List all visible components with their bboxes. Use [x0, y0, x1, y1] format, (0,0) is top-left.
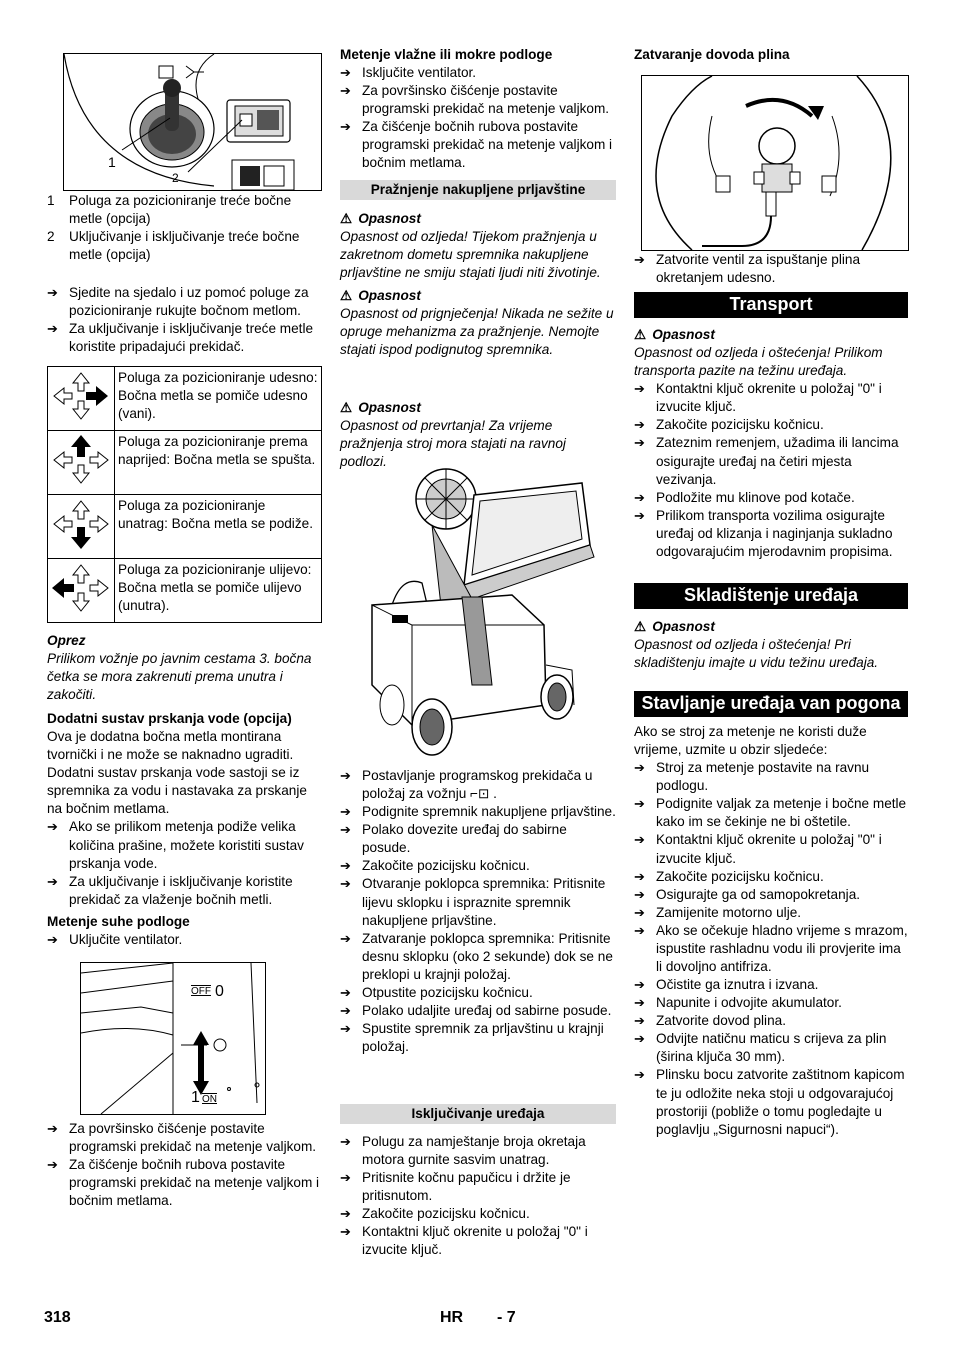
step: ➔ Pritisnite kočnu papučicu i držite je pritisnutom.	[340, 1169, 616, 1205]
switch-0-label: 0	[215, 983, 224, 1000]
step: ➔ Ako se očekuje hladno vrijeme s mrazom, ispustite rashladnu vodu ili provjerite ima li dovoljno antifriza.	[634, 922, 908, 976]
dry-sweep-section	[47, 913, 322, 949]
gas-close-step	[634, 251, 908, 287]
danger-text: Opasnost od ozljeda i oštećenja! Prilikom transporta pazite na težinu uređaja.	[634, 345, 883, 379]
joystick-figure	[63, 53, 322, 191]
step: ➔ Kontaktni ključ okrenite u položaj "0" i izvucite ključ.	[634, 831, 908, 867]
legend-item: 1 Poluga za pozicioniranje treće bočne metle (opcija)	[47, 193, 292, 227]
table-row	[48, 431, 322, 495]
sweeper-emptying-figure	[362, 465, 607, 765]
step: ➔ Za uključivanje i isključivanje koristite prekidač za vlaženje bočnih metli.	[47, 873, 322, 909]
figure-label-2: 2	[172, 171, 179, 185]
danger-text: Opasnost od prignječenja! Nikada ne sežite u opruge mehanizma za pražnjenje. Nemojte stajati ispod podignutog spremnika.	[340, 306, 614, 358]
step: ➔ Zakočite pozicijsku kočnicu.	[634, 868, 908, 886]
page-number: 318	[44, 1309, 71, 1326]
section-title: Metenje vlažne ili mokre podloge	[340, 47, 553, 62]
danger-title: Opasnost	[358, 211, 421, 226]
table-cell: Poluga za pozicioniranje ulijevo: Bočna metla se pomiče ulijevo (unutra).	[115, 559, 322, 623]
step: ➔ Sjedite na sjedalo i uz pomoć poluge za pozicioniranje rukujte bočnom metlom.	[47, 284, 322, 320]
warning-icon: ⚠	[634, 619, 647, 634]
shutdown-heading: Isključivanje uređaja	[340, 1104, 616, 1124]
step: ➔ Zakočite pozicijsku kočnicu.	[634, 416, 908, 434]
step: ➔ Polako dovezite uređaj do sabirne posude.	[340, 821, 616, 857]
storage-heading: Skladištenje uređaja	[634, 583, 908, 609]
figure-label-1: 1	[108, 154, 116, 170]
step: ➔ Kontaktni ključ okrenite u položaj "0" i izvucite ključ.	[340, 1223, 616, 1259]
danger-block-2	[340, 287, 616, 359]
danger-title: Opasnost	[652, 327, 715, 342]
section-title: Dodatni sustav prskanja vode (opcija)	[47, 711, 292, 726]
danger-block-3	[340, 399, 616, 471]
step: ➔ Odvijte natičnu maticu s crijeva za plin (širina ključa 30 mm).	[634, 1030, 908, 1066]
switch-on-label: ON	[202, 1094, 217, 1105]
step: ➔ Za uključivanje i isključivanje treće metle koristite pripadajući prekidač.	[47, 320, 322, 356]
table-cell: Poluga za pozicioniranje prema naprijed: Bočna metla se spušta.	[115, 431, 322, 495]
lever-right-icon	[48, 367, 115, 431]
step: ➔ Za površinsko čišćenje postavite programski prekidač na metenje valjkom.	[340, 82, 616, 118]
language-code: HR	[440, 1309, 464, 1326]
water-spray-section	[47, 710, 322, 909]
legend-item: 2 Uključivanje i isključivanje treće bočne metle (opcija)	[47, 229, 300, 263]
step: ➔ Za površinsko čišćenje postavite programski prekidač na metenje valjkom.	[47, 1120, 322, 1156]
step: ➔ Zateznim remenjem, užadima ili lancima osigurajte uređaj na četiri mjesta vezivanja.	[634, 434, 908, 488]
section-text: Ova je dodatna bočna metla montirana tvornički i ne može se naknadno ugraditi. Dodatni sustav prskanja vode sastoji se iz spremnika za vodu i nastavaka za prskanje na bočnim metlama.	[47, 729, 307, 817]
operation-steps	[47, 284, 322, 356]
step: ➔ Podignite spremnik nakupljene prljavštine.	[340, 803, 616, 821]
step: ➔ Zakočite pozicijsku kočnicu.	[340, 857, 616, 875]
storage-danger	[634, 618, 908, 672]
step: ➔ Otvaranje poklopca spremnika: Pritisnite lijevu sklopku i ispraznite spremnik nakupljene prljavštine.	[340, 875, 616, 929]
step: ➔ Podložite mu klinove pod kotače.	[634, 489, 908, 507]
warning-icon: ⚠	[340, 288, 353, 303]
lever-position-table	[47, 366, 322, 623]
danger-title: Opasnost	[358, 288, 421, 303]
switch-off-label: OFF	[191, 986, 211, 997]
step: ➔ Zatvaranje poklopca spremnika: Pritisnite desnu sklopku (oko 2 sekunde) dok se ne preklopi u krajnji položaj.	[340, 930, 616, 984]
step: ➔ Napunite i odvojite akumulator.	[634, 994, 908, 1012]
transport-heading: Transport	[634, 292, 908, 318]
step: ➔ Postavljanje programskog prekidača u položaj za vožnju ⌐⊡ .	[340, 767, 616, 803]
caution-block	[47, 632, 322, 704]
danger-title: Opasnost	[652, 619, 715, 634]
step: ➔ Prilikom transporta vozilima osigurajte uređaj od klizanja i naginjanja sukladno odgovarajućim mjerodavnim propisima.	[634, 507, 908, 561]
danger-text: Opasnost od ozljeda! Tijekom pražnjenja u zakretnom dometu spremnika nakupljene prljavštine ne smiju stajati ljudi niti životinje.	[340, 229, 601, 281]
sub-page-number: - 7	[497, 1309, 516, 1326]
danger-text: Opasnost od prevrtanja! Za vrijeme pražnjenja stroj mora stajati na ravnoj podlozi.	[340, 418, 566, 470]
figure-legend	[47, 192, 322, 264]
decommission-heading: Stavljanje uređaja van pogona	[634, 691, 908, 717]
emptying-heading: Pražnjenje nakupljene prljavštine	[340, 180, 616, 200]
table-cell: Poluga za pozicioniranje udesno: Bočna metla se pomiče udesno (vani).	[115, 367, 322, 431]
step: ➔ Zakočite pozicijsku kočnicu.	[340, 1205, 616, 1223]
caution-title: Oprez	[47, 633, 86, 648]
wet-sweep-section	[340, 46, 616, 173]
danger-block-1	[340, 210, 616, 282]
step: ➔ Otpustite pozicijsku kočnicu.	[340, 984, 616, 1002]
table-cell: Poluga za pozicioniranje unatrag: Bočna metla se podiže.	[115, 495, 322, 559]
dry-sweep-steps	[47, 1120, 322, 1210]
step: ➔ Polugu za namještanje broja okretaja motora gurnite sasvim unatrag.	[340, 1133, 616, 1169]
step: ➔ Ako se prilikom metenja podiže velika količina prašine, možete koristiti sustav prskanja vode.	[47, 818, 322, 872]
step: ➔ Stroj za metenje postavite na ravnu podlogu.	[634, 759, 908, 795]
step: ➔ Uključite ventilator.	[47, 931, 322, 949]
shutdown-steps	[340, 1133, 616, 1260]
gas-close-title: Zatvaranje dovoda plina	[634, 47, 790, 62]
step: ➔ Za čišćenje bočnih rubova postavite programski prekidač na metenje valjkom i bočnim metlama.	[47, 1156, 322, 1210]
lever-forward-icon	[48, 431, 115, 495]
step: ➔ Zamijenite motorno ulje.	[634, 904, 908, 922]
warning-icon: ⚠	[634, 327, 647, 342]
emptying-steps	[340, 767, 616, 1056]
step: ➔ Kontaktni ključ okrenite u položaj "0" i izvucite ključ.	[634, 380, 908, 416]
step: ➔ Plinsku bocu zatvorite zaštitnom kapicom te ju odložite neka stoji u odgovarajućoj prostoriji (pobliže o tomu pogledajte u poglavlju „Sigurnosni napuci“).	[634, 1066, 908, 1138]
step: ➔ Podignite valjak za metenje i bočne metle kako im se čekinje ne bi oštetile.	[634, 795, 908, 831]
danger-title: Opasnost	[358, 400, 421, 415]
step: ➔ Polako udaljite uređaj od sabirne posude.	[340, 1002, 616, 1020]
step: ➔ Spustite spremnik za prljavštinu u krajnji položaj.	[340, 1020, 616, 1056]
section-text: Ako se stroj za metenje ne koristi duže vrijeme, uzmite u obzir sljedeće:	[634, 724, 867, 758]
warning-icon: ⚠	[340, 211, 353, 226]
step: ➔ Očistite ga iznutra i izvana.	[634, 976, 908, 994]
caution-text: Prilikom vožnje po javnim cestama 3. bočna četka se mora zakrenuti prema unutra i zakočiti.	[47, 651, 312, 703]
table-row	[48, 495, 322, 559]
step: ➔ Zatvorite dovod plina.	[634, 1012, 908, 1030]
danger-text: Opasnost od ozljeda i oštećenja! Pri skladištenju imajte u vidu težinu uređaja.	[634, 637, 879, 671]
fan-switch-figure	[80, 962, 266, 1115]
lever-back-icon	[48, 495, 115, 559]
section-title: Metenje suhe podloge	[47, 914, 190, 929]
step: ➔ Za čišćenje bočnih rubova postavite programski prekidač na metenje valjkom i bočnim metlama.	[340, 118, 616, 172]
step: ➔ Osigurajte ga od samopokretanja.	[634, 886, 908, 904]
step: ➔ Isključite ventilator.	[340, 64, 616, 82]
warning-icon: ⚠	[340, 400, 353, 415]
gas-valve-figure	[641, 75, 909, 251]
switch-1-label: 1	[191, 1089, 200, 1106]
decommission-section	[634, 723, 908, 1139]
table-row	[48, 559, 322, 623]
step: ➔ Zatvorite ventil za ispuštanje plina okretanjem udesno.	[634, 251, 908, 287]
lever-left-icon	[48, 559, 115, 623]
transport-danger	[634, 326, 908, 561]
table-row	[48, 367, 322, 431]
